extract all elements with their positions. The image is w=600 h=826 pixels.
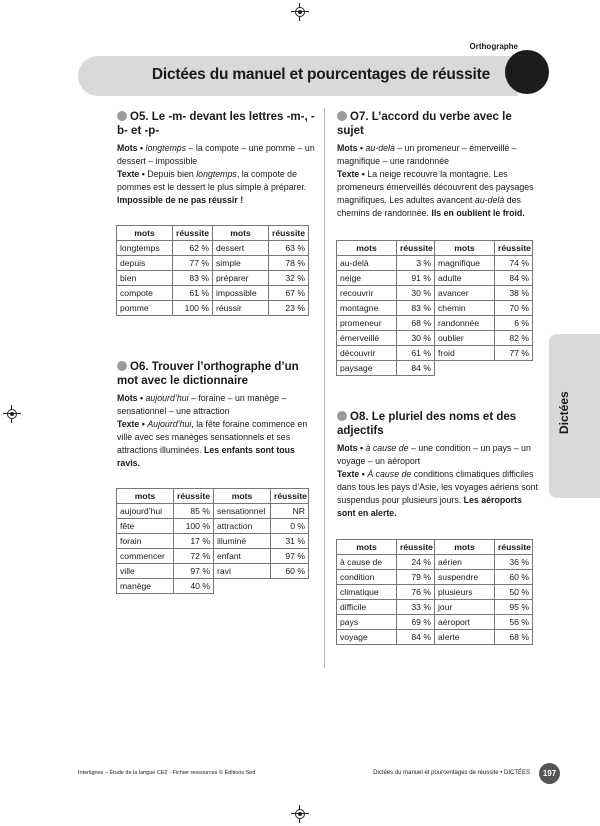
texte-paragraph: Texte • La neige recouvre la montagne. Les promeneurs émerveillés découvrent des paysages magnifiques. Les adultes avancent au-delà des chemins de randonnée. Ils en oublient le froid. [337, 169, 534, 218]
word-cell: au-delà [337, 256, 397, 271]
word-cell: pays [337, 615, 397, 630]
word-cell: randonnée [435, 316, 495, 331]
page-title: Dictées du manuel et pourcentages de réussite [151, 66, 490, 83]
percent-cell: 40 % [174, 579, 214, 594]
word-cell: difficile [337, 600, 397, 615]
texte-paragraph: Texte • À cause de conditions climatiques difficiles dans tous les pays d’Asie, les voyages aériens sont suspendus pour plusieurs jours. Les aéroports sont en alerte. [337, 469, 538, 518]
side-tab [549, 334, 600, 498]
section-o7 [337, 110, 539, 220]
percent-cell: 84 % [397, 630, 435, 645]
percent-cell: 3 % [397, 256, 435, 271]
word-cell: suspendre [435, 570, 495, 585]
percent-cell: 97 % [174, 564, 214, 579]
word-cell: paysage [337, 361, 397, 376]
percent-cell: 82 % [495, 331, 533, 346]
word-cell: neige [337, 271, 397, 286]
word-cell: émerveillé [337, 331, 397, 346]
percent-cell: 60 % [271, 564, 309, 579]
word-cell: promeneur [337, 316, 397, 331]
column-header: réussite [397, 540, 435, 555]
table-row [337, 600, 533, 615]
registration-mark [294, 808, 306, 820]
table-row [117, 579, 309, 594]
word-cell: avancer [435, 286, 495, 301]
percent-cell: 72 % [174, 549, 214, 564]
word-cell: montagne [337, 301, 397, 316]
table-row [337, 630, 533, 645]
word-cell: adulte [435, 271, 495, 286]
percent-cell: 56 % [495, 615, 533, 630]
percent-cell: 32 % [269, 271, 309, 286]
percent-cell: 85 % [174, 504, 214, 519]
percent-cell: 17 % [174, 534, 214, 549]
table-row [337, 346, 533, 361]
percent-cell: NR [271, 504, 309, 519]
table-row [117, 286, 309, 301]
column-divider [324, 108, 325, 668]
percent-cell: 61 % [397, 346, 435, 361]
column-header: réussite [397, 241, 435, 256]
column-header: mots [435, 540, 495, 555]
word-cell: pomme [117, 301, 173, 316]
percent-cell: 78 % [269, 256, 309, 271]
rubric-label: Orthographe [469, 42, 518, 51]
section-title: O7. L’accord du verbe avec le sujet [337, 111, 512, 137]
percent-cell: 61 % [173, 286, 213, 301]
bullet-icon [117, 361, 127, 371]
word-cell: aéroport [435, 615, 495, 630]
percent-cell: 62 % [173, 241, 213, 256]
percent-cell: 30 % [397, 286, 435, 301]
percent-cell: 83 % [173, 271, 213, 286]
column-header: mots [337, 540, 397, 555]
word-cell: climatique [337, 585, 397, 600]
section-o6 [117, 360, 317, 470]
mots-paragraph: Mots • au-delà – un promeneur – émerveillé – magnifique – une randonnée [337, 143, 517, 166]
section-title: O5. Le -m- devant les lettres -m-, -b- et -p- [117, 111, 315, 137]
table-row [117, 519, 309, 534]
word-cell: condition [337, 570, 397, 585]
word-cell: chemin [435, 301, 495, 316]
banner-dot-decoration [505, 50, 549, 94]
table-row [117, 301, 309, 316]
word-cell: simple [213, 256, 269, 271]
section-title: O8. Le pluriel des noms et des adjectifs [337, 411, 517, 437]
percent-cell: 74 % [495, 256, 533, 271]
word-cell: recouvrir [337, 286, 397, 301]
word-cell: aujourd’hui [117, 504, 174, 519]
table-row [337, 361, 533, 376]
word-cell: attraction [214, 519, 271, 534]
word-cell: impossible [213, 286, 269, 301]
bullet-icon [337, 111, 347, 121]
percent-cell: 36 % [495, 555, 533, 570]
percent-cell: 33 % [397, 600, 435, 615]
word-cell: compote [117, 286, 173, 301]
table-row [117, 241, 309, 256]
texte-paragraph: Texte • Depuis bien longtemps, la compote de pommes est le dessert le plus simple à préparer. Impossible de ne pas réussir ! [117, 169, 307, 205]
table-row [337, 615, 533, 630]
success-table [116, 488, 309, 594]
percent-cell: 6 % [495, 316, 533, 331]
column-header: mots [117, 489, 174, 504]
word-cell: à cause de [337, 555, 397, 570]
table-row [117, 271, 309, 286]
word-cell: oublier [435, 331, 495, 346]
percent-cell: 77 % [173, 256, 213, 271]
percent-cell: 60 % [495, 570, 533, 585]
percent-cell: 95 % [495, 600, 533, 615]
word-cell: bien [117, 271, 173, 286]
word-cell: depuis [117, 256, 173, 271]
percent-cell: 97 % [271, 549, 309, 564]
table-row [337, 555, 533, 570]
table-row [337, 256, 533, 271]
word-cell: forain [117, 534, 174, 549]
percent-cell: 68 % [397, 316, 435, 331]
mots-paragraph: Mots • à cause de – une condition – un pays – un voyage – un aéroport [337, 443, 531, 466]
column-header: réussite [173, 226, 213, 241]
success-table [336, 240, 533, 376]
column-header: mots [337, 241, 397, 256]
percent-cell: 67 % [269, 286, 309, 301]
word-cell: froid [435, 346, 495, 361]
word-cell: ville [117, 564, 174, 579]
word-cell: jour [435, 600, 495, 615]
percent-cell: 100 % [174, 519, 214, 534]
word-cell: réussir [213, 301, 269, 316]
word-cell: fête [117, 519, 174, 534]
percent-cell: 84 % [495, 271, 533, 286]
word-cell: ravi [214, 564, 271, 579]
column-header: réussite [174, 489, 214, 504]
percent-cell: 30 % [397, 331, 435, 346]
percent-cell: 100 % [173, 301, 213, 316]
percent-cell: 31 % [271, 534, 309, 549]
table-row [337, 301, 533, 316]
table-row [117, 534, 309, 549]
section-title: O6. Trouver l’orthographe d’un mot avec le dictionnaire [117, 361, 299, 387]
percent-cell: 68 % [495, 630, 533, 645]
percent-cell: 79 % [397, 570, 435, 585]
side-tab-label: Dictées [557, 391, 571, 434]
percent-cell: 91 % [397, 271, 435, 286]
bullet-icon [337, 411, 347, 421]
word-cell: préparer [213, 271, 269, 286]
title-banner [78, 56, 518, 96]
percent-cell: 63 % [269, 241, 309, 256]
word-cell: dessert [213, 241, 269, 256]
percent-cell: 69 % [397, 615, 435, 630]
table-row [117, 504, 309, 519]
word-cell: sensationnel [214, 504, 271, 519]
word-cell: commencer [117, 549, 174, 564]
word-cell: manège [117, 579, 174, 594]
percent-cell: 23 % [269, 301, 309, 316]
percent-cell: 77 % [495, 346, 533, 361]
footer-section: Dictées du manuel et pourcentages de réussite • DICTÉES [373, 770, 530, 776]
percent-cell: 84 % [397, 361, 435, 376]
table-row [117, 549, 309, 564]
word-cell: aérien [435, 555, 495, 570]
word-cell: illuminé [214, 534, 271, 549]
word-cell: longtemps [117, 241, 173, 256]
percent-cell: 50 % [495, 585, 533, 600]
word-cell: magnifique [435, 256, 495, 271]
footer-credit: Interlignes – Étude de la langue CE2 - Fichier ressources © Éditions Sed [78, 770, 256, 776]
column-header: mots [435, 241, 495, 256]
percent-cell: 70 % [495, 301, 533, 316]
word-cell: alerte [435, 630, 495, 645]
section-o8 [337, 410, 539, 520]
section-o5 [117, 110, 317, 207]
table-row [337, 585, 533, 600]
table-row [117, 564, 309, 579]
percent-cell: 76 % [397, 585, 435, 600]
word-cell: découvrir [337, 346, 397, 361]
percent-cell: 83 % [397, 301, 435, 316]
bullet-icon [117, 111, 127, 121]
mots-paragraph: Mots • longtemps – la compote – une pomme – un dessert – impossible [117, 143, 315, 166]
percent-cell: 38 % [495, 286, 533, 301]
column-header: réussite [269, 226, 309, 241]
column-header: mots [214, 489, 271, 504]
column-header: réussite [495, 241, 533, 256]
percent-cell: 0 % [271, 519, 309, 534]
table-row [337, 286, 533, 301]
percent-cell: 24 % [397, 555, 435, 570]
registration-mark [6, 408, 18, 420]
column-header: réussite [495, 540, 533, 555]
table-row [117, 256, 309, 271]
table-row [337, 316, 533, 331]
table-row [337, 271, 533, 286]
texte-paragraph: Texte • Aujourd’hui, la fête foraine commence en ville avec ses manèges sensationnels et ses attractions illuminées. Les enfants sont tous ravis. [117, 419, 308, 468]
success-table [336, 539, 533, 645]
column-header: mots [213, 226, 269, 241]
word-cell: voyage [337, 630, 397, 645]
word-cell: plusieurs [435, 585, 495, 600]
page-number: 197 [539, 763, 560, 784]
column-header: mots [117, 226, 173, 241]
word-cell: enfant [214, 549, 271, 564]
success-table [116, 225, 309, 316]
table-row [337, 570, 533, 585]
mots-paragraph: Mots • aujourd’hui – foraine – un manège – sensationnel – une attraction [117, 393, 287, 416]
table-row [337, 331, 533, 346]
column-header: réussite [271, 489, 309, 504]
registration-mark [294, 6, 306, 18]
